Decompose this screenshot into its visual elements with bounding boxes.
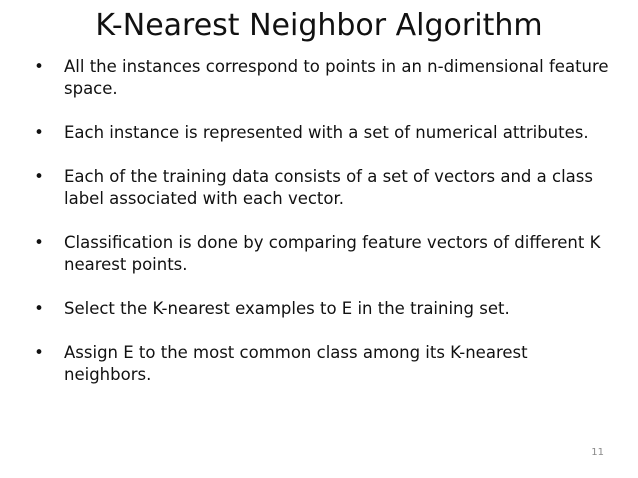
bullet-text: Classification is done by comparing feature vectors of different K nearest points. <box>64 233 601 274</box>
bullet-text: Each of the training data consists of a set of vectors and a class label associated with each vector. <box>64 167 593 208</box>
bullet-dot-icon: • <box>34 167 44 186</box>
slide-title: K-Nearest Neighbor Algorithm <box>95 8 543 43</box>
bullet-item <box>34 56 620 100</box>
bullet-list <box>34 56 620 408</box>
bullet-text: Each instance is represented with a set of numerical attributes. <box>64 123 589 142</box>
bullet-item <box>34 342 620 386</box>
bullet-dot-icon: • <box>34 233 44 252</box>
bullet-dot-icon: • <box>34 299 44 318</box>
bullet-dot-icon: • <box>34 343 44 362</box>
bullet-item <box>34 122 620 144</box>
bullet-item <box>34 232 620 276</box>
bullet-text: Select the K-nearest examples to E in the training set. <box>64 299 510 318</box>
bullet-text: All the instances correspond to points in an n-dimensional feature space. <box>64 57 609 98</box>
bullet-dot-icon: • <box>34 57 44 76</box>
bullet-text: Assign E to the most common class among its K-nearest neighbors. <box>64 343 528 384</box>
bullet-item <box>34 166 620 210</box>
bullet-item <box>34 298 620 320</box>
page-number: 11 <box>591 447 604 458</box>
bullet-dot-icon: • <box>34 123 44 142</box>
